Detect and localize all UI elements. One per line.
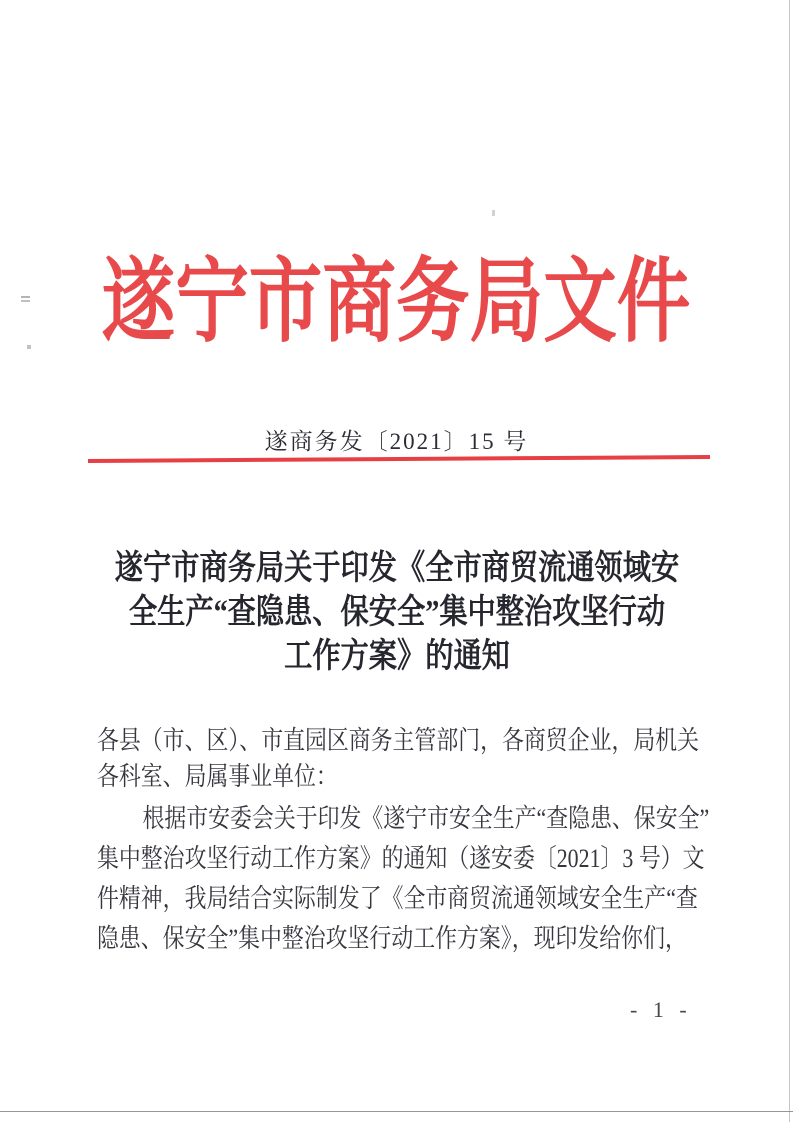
scan-page-edge bbox=[789, 0, 790, 1122]
agency-masthead-text: 遂宁市商务局文件 bbox=[102, 251, 691, 353]
document-title-line: 全生产“查隐患、保安全”集中整治攻坚行动 bbox=[128, 594, 665, 631]
body-line-paragraph: 隐患、保安全”集中整治攻坚行动工作方案》，现印发给你们， bbox=[97, 924, 687, 953]
body-line-paragraph: 集中整治攻坚行动工作方案》的通知（遂安委〔2021〕3 号）文 bbox=[97, 844, 705, 873]
scan-artifact bbox=[27, 345, 31, 349]
document-title-line: 遂宁市商务局关于印发《全市商贸流通领域安 bbox=[114, 550, 679, 587]
page-number: - 1 - bbox=[630, 997, 692, 1022]
body-line-paragraph: 根据市安委会关于印发《遂宁市安全生产“查隐患、保安全” bbox=[142, 804, 710, 833]
document-title-line: 工作方案》的通知 bbox=[283, 638, 510, 675]
body-line-recipients: 各县（市、区）、市直园区商务主管部门，各商贸企业，局机关 bbox=[97, 726, 700, 755]
body-line-paragraph: 件精神，我局结合实际制发了《全市商贸流通领域安全生产“查 bbox=[97, 884, 698, 913]
scan-artifact bbox=[21, 296, 30, 298]
scan-page-edge bbox=[0, 1111, 793, 1112]
document-reference-number: 遂商务发〔2021〕15 号 bbox=[264, 429, 529, 454]
scan-artifact bbox=[492, 210, 495, 216]
body-line-recipients: 各科室、局属事业单位： bbox=[97, 762, 338, 791]
